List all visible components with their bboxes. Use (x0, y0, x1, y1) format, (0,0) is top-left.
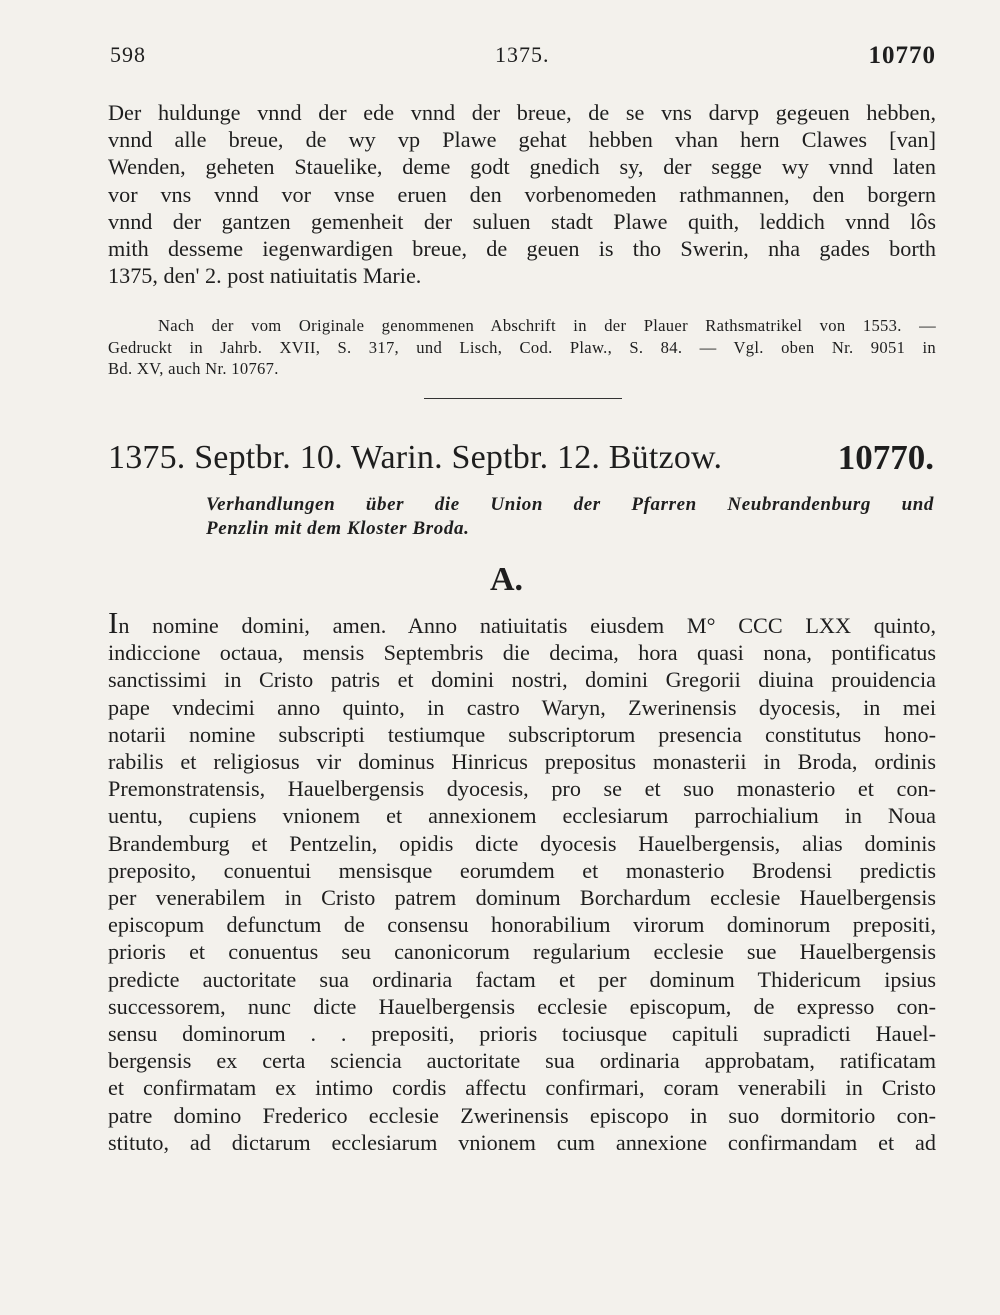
text-line: rabilis et religiosus vir dominus Hinricus prepositus monasterii in Broda, ordinis (108, 749, 936, 775)
text-line: vnnd alle breue, de wy vp Plawe gehat hebben vhan hern Clawes [van] (108, 127, 936, 153)
text-line: vor vns vnnd vor vnse eruen den vorbenomeden rathmannen, den borgern (108, 181, 936, 207)
first-line-text: n nomine domini, amen. Anno natiuitatis eiusdem M° CCC LXX quinto, (118, 613, 936, 638)
text-line: prioris et conuentus seu canonicorum regularium ecclesie sue Hauelbergensis (108, 939, 936, 965)
page-number: 598 (110, 42, 146, 67)
text-line: mith desseme iegenwardigen breue, de geuen is tho Swerin, nha gades borth (108, 236, 936, 262)
text-line: per venerabilem in Cristo patrem dominum Borchardum ecclesie Hauelbergensis (108, 885, 936, 911)
text-line (108, 605, 936, 640)
note-line: Gedruckt in Jahrb. XVII, S. 317, und Lisch, Cod. Plaw., S. 84. — Vgl. oben Nr. 9051 in (108, 337, 936, 357)
text-line: successorem, nunc dicte Hauelbergensis ecclesie episcopum, de expresso con- (108, 993, 936, 1019)
document-dateline: 1375. Septbr. 10. Warin. Septbr. 12. Bützow. (108, 439, 723, 476)
note-line: Nach der vom Originale genommenen Abschrift in der Plauer Rathsmatrikel von 1553. — (158, 316, 936, 335)
document-number: 10770. (837, 438, 934, 477)
text-line: Wenden, geheten Stauelike, deme godt gnedich sy, der segge wy vnnd laten (108, 154, 936, 180)
text-line: Premonstratensis, Hauelbergensis dyocesis, pro se et suo monasterio et con- (108, 776, 936, 802)
text-line: indiccione octaua, mensis Septembris die decima, hora quasi nona, pontificatus (108, 640, 936, 666)
text-line: et confirmatam ex intimo cordis affectu confirmari, coram venerabili in Cristo (108, 1075, 936, 1101)
text-line: sensu dominorum . . prepositi, prioris tociusque capituli supradicti Hauel- (108, 1021, 936, 1047)
section-divider (424, 398, 622, 399)
section-letter: A. (490, 561, 524, 598)
text-line: bergensis ex certa sciencia auctoritate sua ordinaria approbatam, ratificatam (108, 1048, 936, 1074)
document-heading (108, 436, 934, 480)
document-subtitle (206, 493, 934, 541)
text-line: Der huldunge vnnd der ede vnnd der breue, de se vns darvp gegeuen hebben, (108, 100, 936, 125)
subtitle-line: Penzlin mit dem Kloster Broda. (206, 518, 470, 539)
text-line: stituto, ad dictarum ecclesiarum vnionem cum annexione confirmandam et ad (108, 1129, 936, 1155)
initial-letter: I (108, 605, 119, 640)
note-line: Bd. XV, auch Nr. 10767. (108, 359, 279, 378)
main-text (108, 605, 936, 1156)
subtitle-line: Verhandlungen über die Union der Pfarren Neubrandenburg und (206, 494, 934, 515)
text-line: predicte auctoritate sua ordinaria factam et per dominum Thidericum ipsius (108, 966, 936, 992)
text-line: vnnd der gantzen gemenheit der suluen stadt Plawe quith, leddich vnnd lôs (108, 208, 936, 234)
text-line: 1375, den' 2. post natiuitatis Marie. (108, 263, 422, 289)
text-line: pape vndecimi anno quinto, in castro Waryn, Zwerinensis dyocesis, in mei (108, 694, 936, 720)
text-line: patre domino Frederico ecclesie Zwerinensis episcopo in suo dormitorio con- (108, 1102, 936, 1128)
text-line: preposito, conuentui mensisque eorumdem et monasterio Brodensi predictis (108, 857, 936, 883)
text-line: episcopum defunctum de consensu honorabilium virorum dominorum prepositi, (108, 912, 936, 938)
text-line: uentu, cupiens vnionem et annexionem ecclesiarum parrochialium in Noua (108, 803, 936, 829)
text-line: notarii nomine subscripti testiumque subscriptorum presencia constitutus hono- (108, 721, 936, 747)
continued-text (108, 99, 936, 289)
running-document-number: 10770 (868, 42, 936, 69)
text-line: sanctissimi in Cristo patris et domini nostri, domini Gregorii diuina prouidencia (108, 667, 936, 693)
source-note (108, 315, 936, 380)
running-year: 1375. (495, 42, 550, 67)
running-head (110, 42, 936, 78)
text-line: Brandemburg et Pentzelin, opidis dicte dyocesis Hauelbergensis, alias dominis (108, 830, 936, 856)
